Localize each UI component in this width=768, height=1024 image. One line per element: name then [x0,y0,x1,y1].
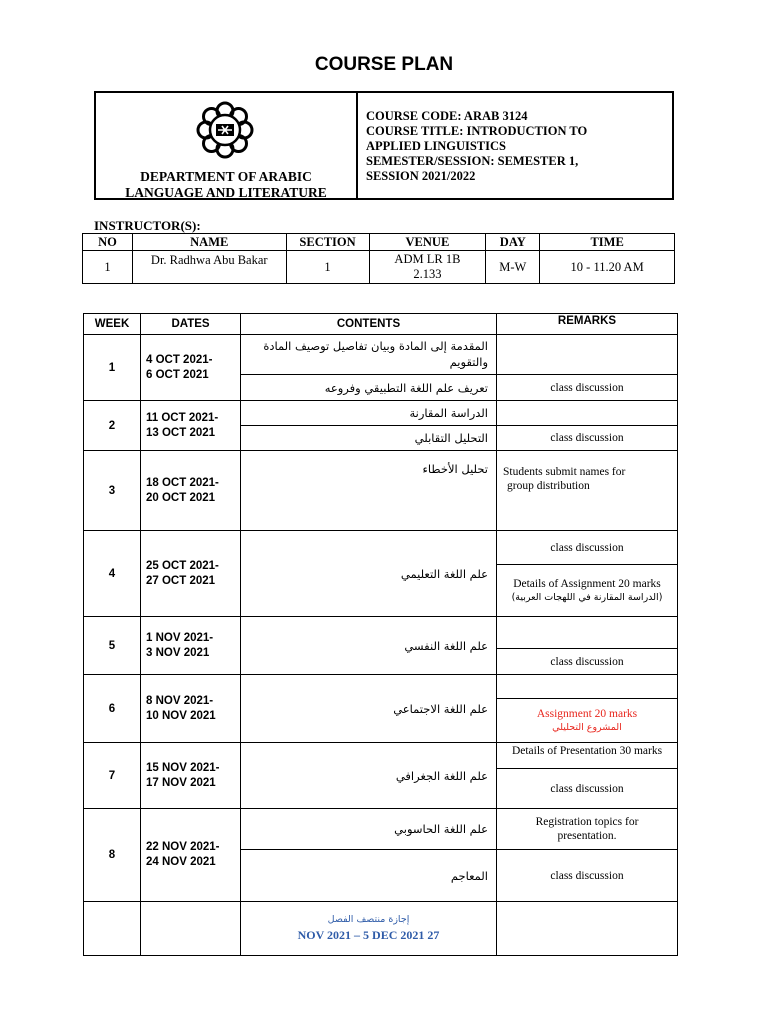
course-title-line2: APPLIED LINGUISTICS [366,139,506,153]
week-content: التحليل التقابلي [241,426,497,451]
week-content: تحليل الأخطاء [241,451,497,531]
course-header-box [94,91,674,200]
col-header-venue: VENUE [369,234,486,251]
week-number: 4 [84,531,141,617]
col-header-day: DAY [486,234,540,251]
week-remark: class discussion [497,375,678,401]
week-remark [497,335,678,375]
schedule-header-row [84,314,678,335]
week-content: علم اللغة الاجتماعي [241,675,497,743]
university-logo-icon [192,97,258,163]
week-number: 1 [84,335,141,401]
week-dates: 25 OCT 2021- 27 OCT 2021 [141,531,241,617]
week-number: 6 [84,675,141,743]
week-dates: 18 OCT 2021- 20 OCT 2021 [141,451,241,531]
col-header-remarks: REMARKS [497,314,678,335]
col-header-dates: DATES [141,314,241,335]
week-content: علم اللغة التعليمي [241,531,497,617]
department-name: DEPARTMENT OF ARABIC LANGUAGE AND LITERATURE [125,169,327,200]
col-header-section: SECTION [286,234,369,251]
col-header-name: NAME [132,234,286,251]
mid-semester-break: إجازة منتصف الفصل NOV 2021 – 5 DEC 2021 27 [241,902,497,956]
instructor-section: 1 [286,251,369,284]
week-number: 7 [84,743,141,809]
week-remark: Students submit names for group distribution [497,451,678,531]
course-title-line1: COURSE TITLE: INTRODUCTION TO [366,124,588,138]
instructor-header-row [83,234,675,251]
week-dates: 4 OCT 2021- 6 OCT 2021 [141,335,241,401]
assignment-remark: Assignment 20 marks المشروع التحليلي [497,699,678,743]
week-content: تعريف علم اللغة التطبيقي وفروعه [241,375,497,401]
week-remark: class discussion [497,850,678,902]
table-row [84,335,678,375]
week-remark: class discussion [497,531,678,565]
week-remark: class discussion [497,426,678,451]
week-remark: Registration topics for presentation. [497,809,678,850]
schedule-table [83,313,678,956]
instructor-venue: ADM LR 1B 2.133 [369,251,486,284]
table-row [84,743,678,769]
page-title: COURSE PLAN [314,54,454,75]
course-info [358,93,672,198]
break-week [84,902,141,956]
col-header-week: WEEK [84,314,141,335]
col-header-no: NO [83,234,133,251]
week-remark: class discussion [497,649,678,675]
week-remark [497,675,678,699]
table-row [84,617,678,649]
week-dates: 8 NOV 2021- 10 NOV 2021 [141,675,241,743]
instructor-time: 10 - 11.20 AM [540,251,675,284]
week-number: 2 [84,401,141,451]
break-dates [141,902,241,956]
week-remark [497,401,678,426]
col-header-contents: CONTENTS [241,314,497,335]
week-dates: 22 NOV 2021- 24 NOV 2021 [141,809,241,902]
week-dates: 11 OCT 2021- 13 OCT 2021 [141,401,241,451]
instructor-label: INSTRUCTOR(S): [94,218,201,233]
week-number: 5 [84,617,141,675]
instructor-no: 1 [83,251,133,284]
week-remark: class discussion [497,769,678,809]
semester-line2: SESSION 2021/2022 [366,169,476,183]
week-remark: Details of Presentation 30 marks [497,743,678,769]
week-number: 3 [84,451,141,531]
week-content: علم اللغة النفسي [241,617,497,675]
semester-line1: SEMESTER/SESSION: SEMESTER 1, [366,154,579,168]
table-row [84,809,678,850]
week-remark: Details of Assignment 20 marks (الدراسة المقارنة في اللهجات العربية) [497,565,678,617]
instructor-name: Dr. Radhwa Abu Bakar [132,251,286,284]
week-content: الدراسة المقارنة [241,401,497,426]
department-panel [96,93,358,198]
table-row [84,902,678,956]
instructor-day: M-W [486,251,540,284]
course-code: COURSE CODE: ARAB 3124 [366,109,528,123]
table-row [84,451,678,531]
table-row [84,401,678,426]
table-row [84,531,678,565]
week-content: المقدمة إلى المادة وبيان تفاصيل توصيف المادة والتقويم [241,335,497,375]
instructor-table [82,233,675,284]
week-content: علم اللغة الجغرافي [241,743,497,809]
instructor-row [83,251,675,284]
col-header-time: TIME [540,234,675,251]
week-dates: 1 NOV 2021- 3 NOV 2021 [141,617,241,675]
break-remark [497,902,678,956]
week-dates: 15 NOV 2021- 17 NOV 2021 [141,743,241,809]
week-remark [497,617,678,649]
week-number: 8 [84,809,141,902]
week-content: المعاجم [241,850,497,902]
table-row [84,675,678,699]
week-content: علم اللغة الحاسوبي [241,809,497,850]
